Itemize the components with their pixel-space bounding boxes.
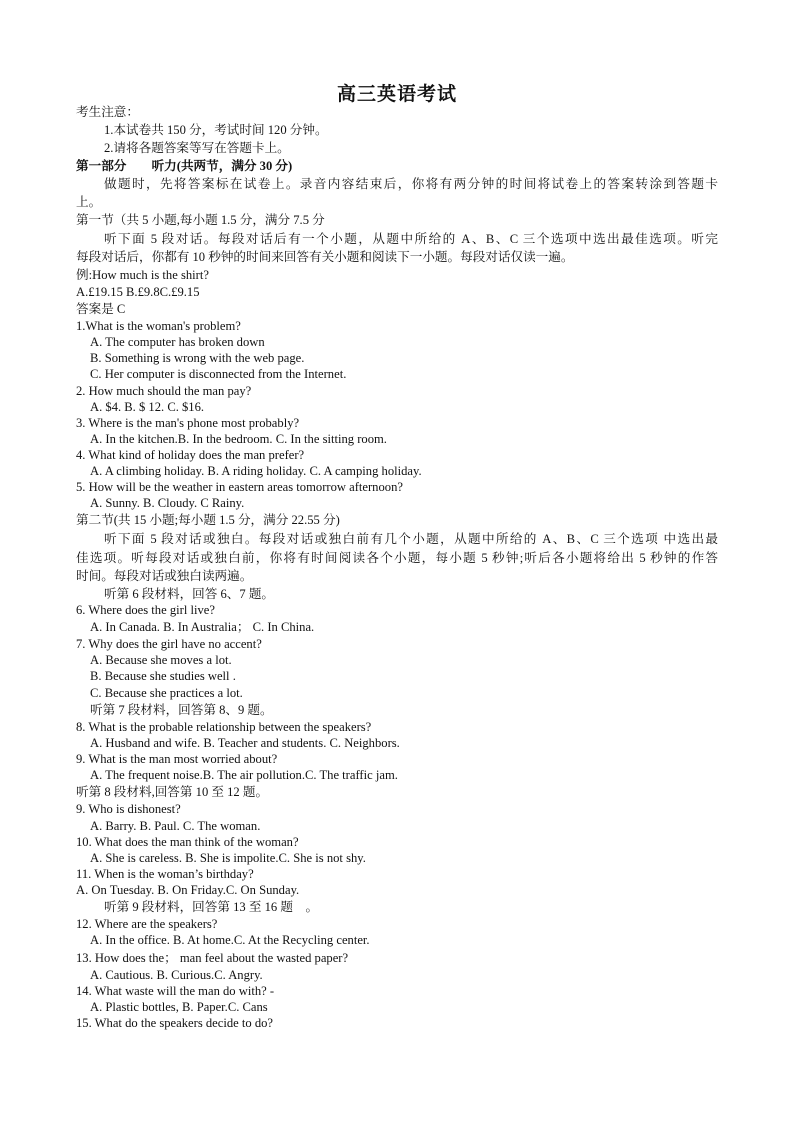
option: A. Cautious. B. Curious.C. Angry. bbox=[90, 968, 263, 982]
notice-item: 2.请将各题答案等写在答题卡上。 bbox=[104, 141, 290, 155]
example-question: 例:How much is the shirt? bbox=[76, 268, 209, 282]
example-answer: 答案是 C bbox=[76, 302, 126, 316]
question: 6. Where does the girl live? bbox=[76, 603, 215, 617]
instruction-text: 听下面 5 段对话或独白。每段对话或独白前有几个小题，从题中所给的 A、B、C 三个选项 中选出最 bbox=[104, 532, 718, 546]
question: 4. What kind of holiday does the man prefer? bbox=[76, 448, 305, 462]
example-options: A.£19.15 B.£9.8C.£9.15 bbox=[76, 285, 200, 299]
instruction-text: 佳选项。听每段对话或独白前，你将有时间阅读各个小题，每小题 5 秒钟;听后各小题将给出 5 秒钟的作答 bbox=[76, 551, 718, 565]
instruction-text: 听下面 5 段对话。每段对话后有一个小题，从题中所给的 A、B、C 三个选项中选出最佳选项。听完 bbox=[104, 232, 718, 246]
option: B. Because she studies well . bbox=[90, 669, 236, 683]
option: A. On Tuesday. B. On Friday.C. On Sunday. bbox=[76, 883, 300, 897]
question: 10. What does the man think of the woman? bbox=[76, 835, 299, 849]
option: A. Because she moves a lot. bbox=[90, 653, 232, 667]
option: A. Barry. B. Paul. C. The woman. bbox=[90, 819, 261, 833]
material-heading: 听第 9 段材料，回答第 13 至 16 题 。 bbox=[104, 900, 319, 914]
question: 11. When is the woman’s birthday? bbox=[76, 867, 254, 881]
question: 5. How will be the weather in eastern areas tomorrow afternoon? bbox=[76, 480, 403, 494]
instruction-text: 做题时，先将答案标在试卷上。录音内容结束后，你将有两分钟的时间将试卷上的答案转涂到答题卡 bbox=[104, 177, 718, 191]
option: A. Plastic bottles, B. Paper.C. Cans bbox=[90, 1000, 268, 1014]
notice-item: 1.本试卷共 150 分，考试时间 120 分钟。 bbox=[104, 123, 328, 137]
option: C. Her computer is disconnected from the Internet. bbox=[90, 367, 347, 381]
question: 1.What is the woman's problem? bbox=[76, 319, 241, 333]
option: C. Because she practices a lot. bbox=[90, 686, 243, 700]
section-heading: 第一节（共 5 小题,每小题 1.5 分，满分 7.5 分 bbox=[76, 213, 325, 227]
page-title: 高三英语考试 bbox=[336, 84, 457, 105]
question: 15. What do the speakers decide to do? bbox=[76, 1016, 274, 1030]
option: A. In the office. B. At home.C. At the Recycling center. bbox=[90, 933, 370, 947]
question: 13. How does the； man feel about the wasted paper? bbox=[76, 951, 349, 965]
material-heading: 听第 7 段材料，回答第 8、9 题。 bbox=[90, 703, 273, 717]
question: 7. Why does the girl have no accent? bbox=[76, 637, 262, 651]
section-heading: 第二节(共 15 小题;每小题 1.5 分，满分 22.55 分) bbox=[76, 513, 340, 527]
instruction-text: 时间。每段对话或独白读两遍。 bbox=[76, 569, 253, 583]
question: 9. What is the man most worried about? bbox=[76, 752, 278, 766]
question: 14. What waste will the man do with? - bbox=[76, 984, 275, 998]
question: 12. Where are the speakers? bbox=[76, 917, 218, 931]
option: A. In the kitchen.B. In the bedroom. C. In the sitting room. bbox=[90, 432, 387, 446]
material-heading: 听第 8 段材料,回答第 10 至 12 题。 bbox=[76, 785, 269, 799]
question: 2. How much should the man pay? bbox=[76, 384, 252, 398]
material-heading: 听第 6 段材料，回答 6、7 题。 bbox=[104, 587, 275, 601]
option: A. $4. B. $ 12. C. $16. bbox=[90, 400, 205, 414]
option: A. In Canada. B. In Australia； C. In China. bbox=[90, 620, 315, 634]
option: A. Husband and wife. B. Teacher and students. C. Neighbors. bbox=[90, 736, 400, 750]
option: A. Sunny. B. Cloudy. C Rainy. bbox=[90, 496, 245, 510]
question: 3. Where is the man's phone most probably? bbox=[76, 416, 300, 430]
option: A. The frequent noise.B. The air pollution.C. The traffic jam. bbox=[90, 768, 398, 782]
option: A. She is careless. B. She is impolite.C. She is not shy. bbox=[90, 851, 366, 865]
instruction-text: 每段对话后，你都有 10 秒钟的时间来回答有关小题和阅读下一小题。每段对话仅读一遍。 bbox=[76, 250, 574, 264]
question: 8. What is the probable relationship between the speakers? bbox=[76, 720, 372, 734]
part-heading: 第一部分 听力(共两节，满分 30 分) bbox=[76, 159, 293, 173]
option: A. A climbing holiday. B. A riding holiday. C. A camping holiday. bbox=[90, 464, 422, 478]
option: A. The computer has broken down bbox=[90, 335, 265, 349]
question: 9. Who is dishonest? bbox=[76, 802, 181, 816]
notice-heading: 考生注意： bbox=[76, 105, 139, 119]
instruction-text: 上。 bbox=[76, 195, 102, 209]
option: B. Something is wrong with the web page. bbox=[90, 351, 305, 365]
